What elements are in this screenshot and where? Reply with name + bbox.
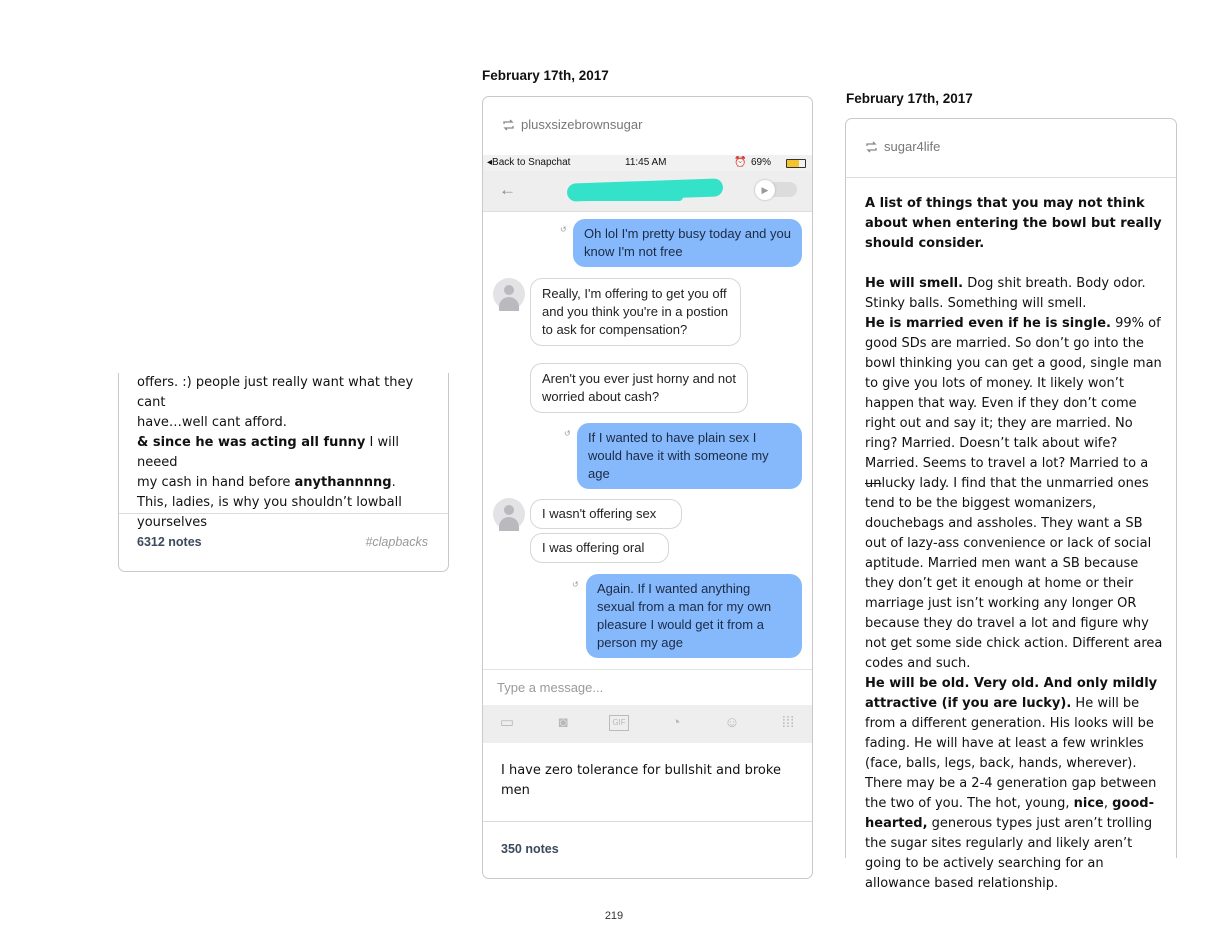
left-post-card	[118, 373, 449, 572]
post-tag[interactable]: #clapbacks	[365, 535, 428, 549]
battery-icon	[786, 159, 806, 168]
reblog-icon	[502, 119, 515, 131]
status-bar	[483, 155, 812, 171]
reblog-icon	[865, 141, 878, 153]
grid-icon[interactable]: ⁞⁞⁞	[781, 714, 795, 731]
post-text: ,	[1103, 796, 1113, 811]
notes-count[interactable]: 350 notes	[501, 842, 559, 856]
seen-icon: ↺	[560, 225, 567, 234]
chat-message-received: Really, I'm offering to get you off and you think you're in a postion to ask for compensation?	[530, 278, 741, 346]
post-text: Dog shit breath. Body odor. Stinky balls. Something will smell.	[865, 276, 1146, 311]
reblog-header	[865, 139, 940, 154]
seen-icon: ↺	[564, 429, 571, 438]
avatar	[493, 498, 525, 530]
paragraph	[865, 314, 1165, 674]
paragraph	[865, 274, 1165, 314]
reblog-header-bar	[846, 119, 1176, 178]
video-toggle[interactable]	[755, 182, 797, 197]
chat-message-received: I wasn't offering sex	[530, 499, 682, 529]
strikethrough-text: un	[865, 476, 882, 491]
chat-header	[483, 171, 812, 212]
chat-message-sent: If I wanted to have plain sex I would have it with someone my age	[577, 423, 802, 489]
post-body	[865, 194, 1165, 894]
image-icon[interactable]: ▭	[499, 714, 515, 731]
back-arrow-icon[interactable]: ←	[499, 180, 516, 199]
post-text-line: This, ladies, is why you shouldn’t lowball	[137, 495, 402, 510]
post-text: He will be from a different generation. His looks will be fading. He will have at least a few wrinkles (face, balls, legs, back, hands, wherever). There may be a 2-4 generation gap between the two of you. The hot, young,	[865, 696, 1157, 811]
reblog-username[interactable]: plusxsizebrownsugar	[521, 117, 643, 132]
chat-message-received: I was offering oral	[530, 533, 669, 563]
middle-post-card	[482, 96, 813, 879]
post-text: 99% of good SDs are married. So don’t go into the bowl thinking you can get a good, single man to give you lots of money. It likely won’t happen that way. Even if they don’t come right out and say it; they are married. No ring? Married. Doesn’t talk about wife? Married. Seems to travel a lot? Married to a	[865, 316, 1162, 471]
alarm-icon: ⏰	[734, 157, 747, 168]
sticker-icon[interactable]: ◔	[671, 714, 681, 731]
post-text-line: have…well cant afford.	[137, 415, 287, 430]
notes-count[interactable]: 6312 notes	[137, 535, 202, 549]
page-number: 219	[604, 910, 624, 922]
chat-message-sent: Again. If I wanted anything sexual from a man for my own pleasure I would get it from a person my age	[586, 574, 802, 658]
chat-screenshot	[483, 155, 812, 743]
post-text-line: offers. :) people just really want what they cant	[137, 375, 414, 410]
message-placeholder: Type a message...	[497, 680, 604, 695]
emoji-icon[interactable]: ☺	[724, 714, 740, 731]
post-text: generous types just aren’t trolling the sugar sites regularly and likely aren’t going to be actively searching for an allowance based relationship.	[865, 816, 1153, 891]
chat-message-received: Aren't you ever just horny and not worried about cash?	[530, 363, 748, 413]
post-text-line	[137, 433, 437, 473]
chat-toolbar	[483, 705, 812, 743]
back-to-snapchat[interactable]: ◂Back to Snapchat	[487, 157, 571, 168]
redacted-name-scribble	[573, 193, 683, 201]
message-input[interactable]	[483, 669, 812, 706]
bold-text: good-hearted,	[865, 796, 1154, 831]
bold-text: & since he was acting all funny	[137, 435, 366, 450]
avatar	[493, 278, 525, 310]
bold-text: nice	[1073, 796, 1104, 811]
post-text: I will neeed	[137, 435, 399, 470]
status-time: 11:45 AM	[625, 157, 667, 168]
post-intro: A list of things that you may not think about when entering the bowl but really should consider.	[865, 196, 1162, 251]
bold-text: He is married even if he is single.	[865, 316, 1111, 331]
video-icon: ▶	[755, 180, 775, 200]
right-post-card	[845, 118, 1177, 891]
post-text: my cash in hand before	[137, 475, 295, 490]
camera-icon[interactable]: ◙	[558, 714, 568, 731]
chat-message-sent: Oh lol I'm pretty busy today and you know I'm not free	[573, 219, 802, 267]
reblog-username[interactable]: sugar4life	[884, 139, 941, 154]
post-date: February 17th, 2017	[846, 91, 973, 106]
paragraph	[865, 674, 1165, 894]
post-text: lucky lady. I find that the unmarried ones tend to be the biggest womanizers, douchebags and assholes. They want a SB out of lazy-ass convenience or lack of social aptitude. Married men want a SB because they don’t get it enough at home or their marriage just isn’t working any longer OR because they do travel a lot and figure why not get some side chick action. Different area codes and such.	[865, 476, 1163, 671]
reblog-header	[502, 117, 642, 132]
back-label: Back to Snapchat	[492, 157, 571, 168]
seen-icon: ↺	[572, 580, 579, 589]
post-caption: I have zero tolerance for bullshit and broke men	[501, 763, 781, 798]
battery-percent: 69%	[751, 157, 772, 168]
bold-text: He will smell.	[865, 276, 964, 291]
bold-text: He will be old. Very old. And only mildly attractive (if you are lucky).	[865, 676, 1158, 711]
left-post-body	[137, 373, 437, 533]
post-text: .	[391, 475, 396, 490]
post-date: February 17th, 2017	[482, 68, 609, 83]
gif-icon[interactable]: GIF	[609, 715, 629, 731]
bold-text: anythannnng	[294, 475, 392, 490]
post-text-line: yourselves	[137, 515, 208, 530]
post-footer	[483, 821, 812, 856]
post-text-line	[137, 473, 437, 493]
